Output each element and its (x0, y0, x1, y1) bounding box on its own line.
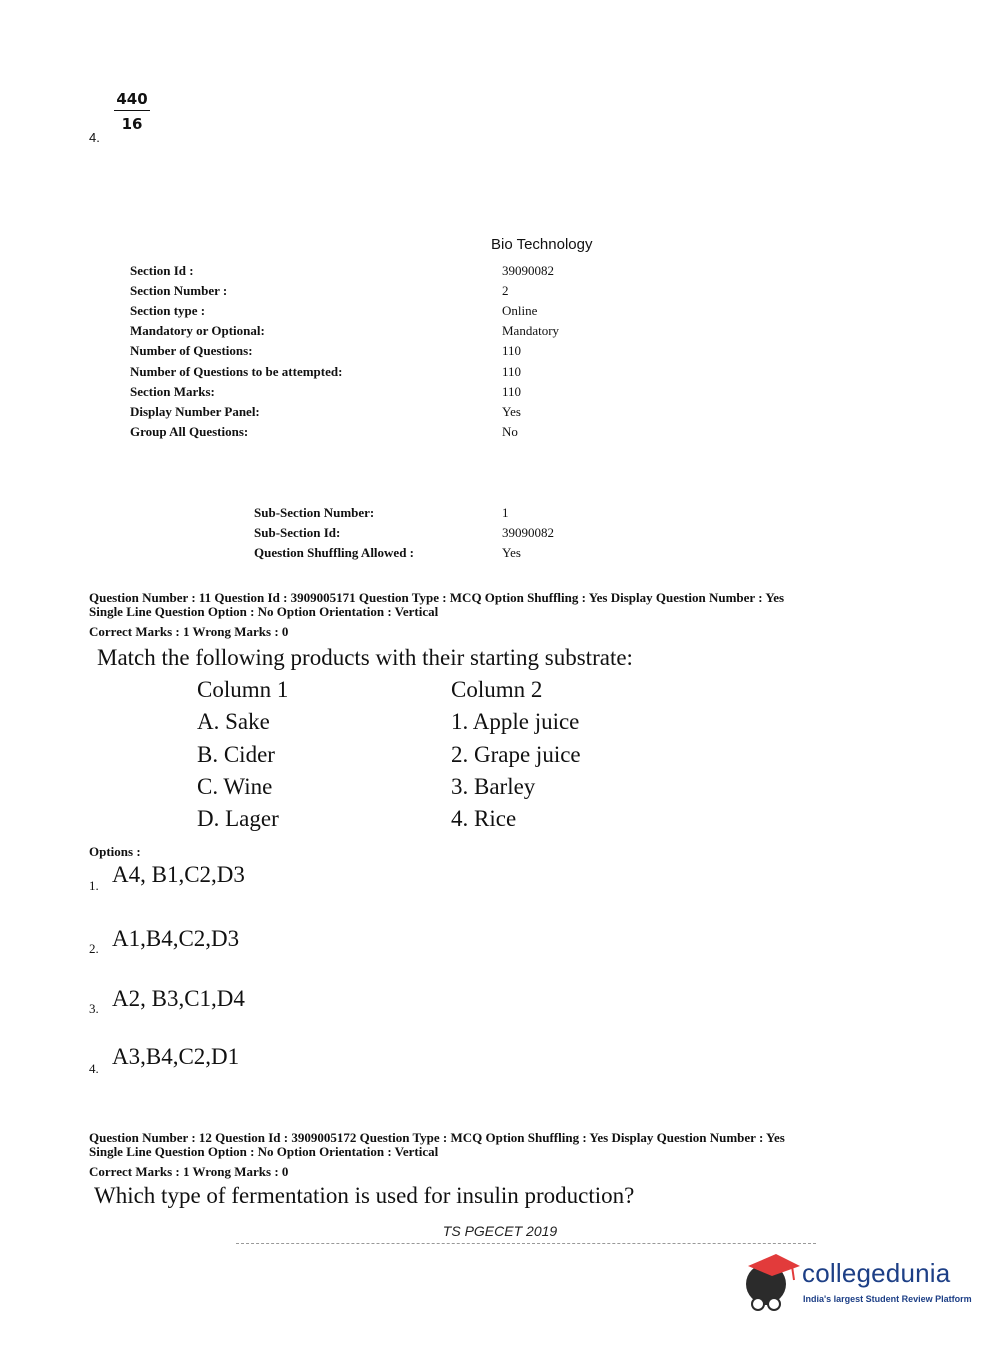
section-row (130, 343, 253, 359)
q11-marks: Correct Marks : 1 Wrong Marks : 0 (89, 624, 289, 639)
section-row (130, 283, 227, 299)
option-number: 4. (89, 1061, 99, 1076)
row-label: Group All Questions: (130, 424, 249, 439)
row-value: Mandatory (502, 323, 560, 338)
row-label: Question Shuffling Allowed : (254, 545, 415, 560)
fraction-numerator: 440 (114, 90, 150, 111)
brand-name: collegedunia (802, 1258, 951, 1288)
row-label: Sub-Section Id: (254, 525, 341, 540)
row-value: 39090082 (502, 525, 554, 540)
row-value: No (502, 424, 518, 439)
column-1-header: Column 1 (197, 677, 289, 702)
subsection-row (254, 525, 340, 541)
row-label: Mandatory or Optional: (130, 323, 265, 338)
option-text[interactable]: A2, B3,C1,D4 (112, 986, 245, 1011)
column-1-item: A. Sake (197, 709, 270, 734)
row-label: Number of Questions to be attempted: (130, 364, 343, 379)
row-value: 2 (502, 283, 509, 298)
q11-meta-line-1: Question Number : 11 Question Id : 3909005171 Question Type : MCQ Option Shuffling : Yes Display Question Number : Yes (89, 590, 785, 605)
q12-meta-line-1: Question Number : 12 Question Id : 3909005172 Question Type : MCQ Option Shuffling : Yes Display Question Number : Yes (89, 1130, 785, 1145)
column-2-header: Column 2 (451, 677, 543, 702)
section-row (130, 323, 265, 339)
fraction-denominator: 16 (121, 115, 143, 133)
section-row (130, 424, 248, 440)
column-1-item: B. Cider (197, 742, 275, 767)
column-2-item: 4. Rice (451, 806, 517, 831)
mascot-icon (742, 1248, 802, 1318)
option-number: 1. (89, 878, 99, 893)
subsection-row (254, 545, 414, 561)
q12-question-text: Which type of fermentation is used for insulin production? (94, 1183, 635, 1208)
row-label: Number of Questions: (130, 343, 253, 358)
row-label: Sub-Section Number: (254, 505, 375, 520)
collegedunia-logo (742, 1248, 972, 1318)
row-label: Section Id : (130, 263, 194, 278)
page-footer: TS PGECET 2019 (442, 1223, 558, 1239)
option-text[interactable]: A3,B4,C2,D1 (112, 1044, 240, 1069)
section-row (130, 263, 194, 279)
column-2-item: 3. Barley (451, 774, 536, 799)
section-row (130, 404, 260, 420)
row-value: 110 (502, 364, 522, 379)
option-number: 2. (89, 941, 99, 956)
column-1-item: C. Wine (197, 774, 273, 799)
q12-meta-line-2: Single Line Question Option : No Option Orientation : Vertical (89, 1144, 439, 1159)
option-text[interactable]: A1,B4,C2,D3 (112, 926, 240, 951)
brand-tagline: India's largest Student Review Platform (803, 1294, 972, 1304)
q11-meta-line-2: Single Line Question Option : No Option Orientation : Vertical (89, 604, 439, 619)
subsection-row (254, 505, 374, 521)
option-text[interactable]: A4, B1,C2,D3 (112, 862, 245, 887)
row-value: 110 (502, 384, 522, 399)
row-value: Yes (502, 545, 521, 560)
row-label: Display Number Panel: (130, 404, 260, 419)
row-value: Yes (502, 404, 521, 419)
option-number: 3. (89, 1001, 99, 1016)
row-label: Section type : (130, 303, 206, 318)
previous-option-number: 4. (89, 130, 100, 145)
row-label: Section Number : (130, 283, 228, 298)
row-value: 1 (502, 505, 509, 520)
row-value: 110 (502, 343, 522, 358)
column-2-item: 1. Apple juice (451, 709, 580, 734)
row-value: 39090082 (502, 263, 554, 278)
column-2-item: 2. Grape juice (451, 742, 581, 767)
options-label: Options : (89, 844, 141, 859)
section-row (130, 384, 215, 400)
section-row (130, 364, 342, 380)
footer-divider (236, 1243, 816, 1244)
section-subject: Bio Technology (491, 236, 593, 253)
previous-option-fraction (114, 90, 150, 133)
row-value: Online (502, 303, 538, 318)
section-row (130, 303, 205, 319)
q11-question-text: Match the following products with their starting substrate: (97, 645, 633, 670)
q12-marks: Correct Marks : 1 Wrong Marks : 0 (89, 1164, 289, 1179)
row-label: Section Marks: (130, 384, 215, 399)
column-1-item: D. Lager (197, 806, 279, 831)
